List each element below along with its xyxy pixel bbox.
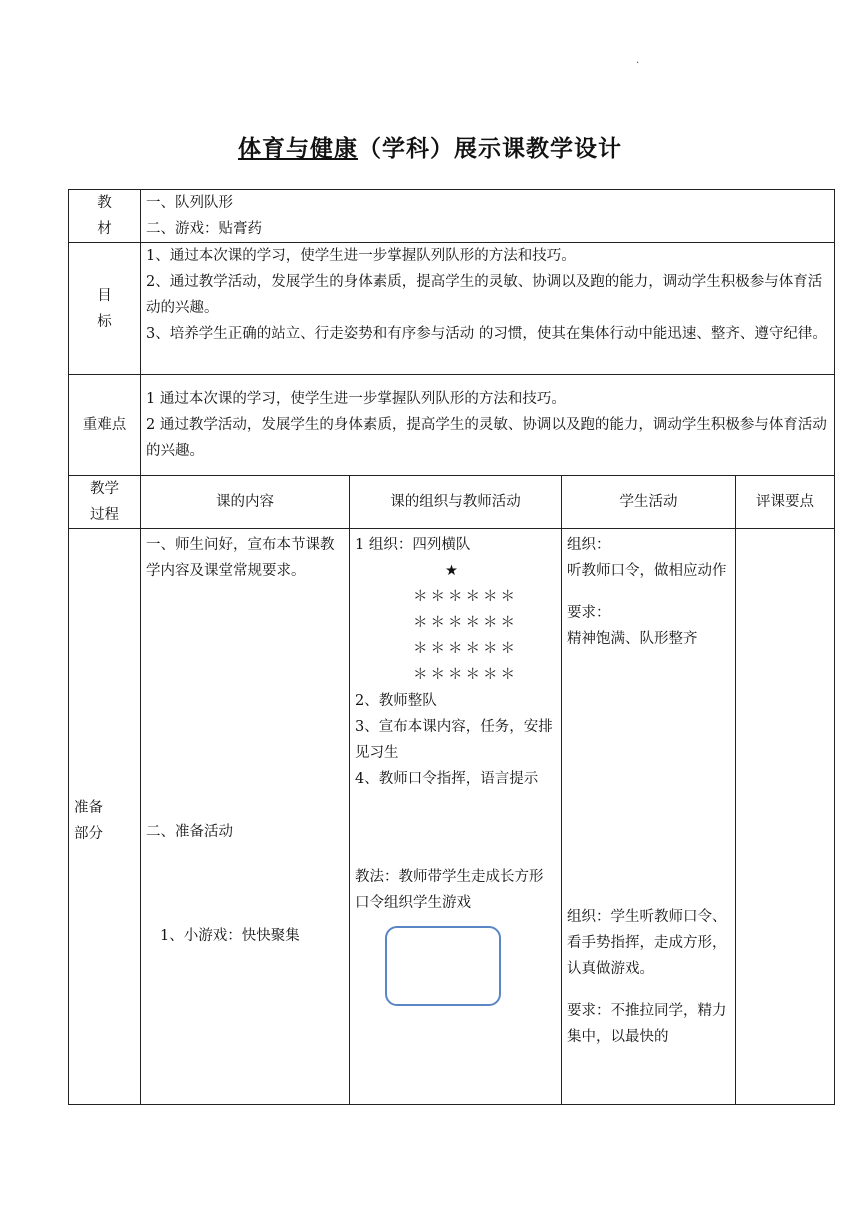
key-points-content <box>141 375 835 476</box>
material-line: 二、游戏：贴膏药 <box>146 221 262 237</box>
goal-line: 2、通过教学活动，发展学生的身体素质，提高学生的灵敏、协调以及跑的能力，调动学生积极参与体育活动的兴趣。 <box>146 274 823 316</box>
content-item: 1、小游戏：快快聚集 <box>160 928 300 944</box>
goals-row <box>69 243 835 375</box>
org-line: 3、宣布本课内容，任务，安排见习生 <box>355 719 553 761</box>
content-header: 课的内容 <box>141 476 350 529</box>
prep-student <box>562 529 736 1105</box>
review-header: 评课要点 <box>736 476 835 529</box>
header-mark: · <box>636 58 640 69</box>
prep-row <box>69 529 835 1105</box>
rectangle-formation-diagram <box>385 926 501 1006</box>
formation-row: ＊＊＊＊＊＊ <box>413 589 518 605</box>
prep-organization <box>350 529 562 1105</box>
formation-row: ＊＊＊＊＊＊ <box>413 667 518 683</box>
process-header-row <box>69 476 835 529</box>
org-line: 4、教师口令指挥，语言提示 <box>355 771 539 787</box>
organization-header: 课的组织与教师活动 <box>350 476 562 529</box>
title-rest: （学科）展示课教学设计 <box>358 136 622 162</box>
goal-line: 1、通过本次课的学习，使学生进一步掌握队列队形的方法和技巧。 <box>146 248 576 264</box>
org-method: 口令组织学生游戏 <box>355 895 471 911</box>
process-header: 教学 过程 <box>69 476 141 529</box>
content-item: 二、准备活动 <box>146 824 233 840</box>
formation-row: ＊＊＊＊＊＊ <box>413 615 518 631</box>
key-points-label: 重难点 <box>69 375 141 476</box>
org-line: 2、教师整队 <box>355 693 437 709</box>
org-line: 1 组织：四列横队 <box>355 537 471 553</box>
key-points-row <box>69 375 835 476</box>
student-org-label: 组织： <box>567 537 611 553</box>
goals-content <box>141 243 835 375</box>
material-content <box>141 190 835 243</box>
student-req2: 要求：不推拉同学，精力集中，以最快的 <box>567 1003 727 1045</box>
prep-label: 准备 部分 <box>69 529 141 1105</box>
student-req-label: 要求： <box>567 605 611 621</box>
formation-row: ＊＊＊＊＊＊ <box>413 641 518 657</box>
goal-line: 3、培养学生正确的站立、行走姿势和有序参与活动 的习惯，使其在集体行动中能迅速、整齐、遵守纪律。 <box>146 326 827 342</box>
title-subject: 体育与健康 <box>238 136 358 162</box>
page-title <box>0 130 860 163</box>
prep-review <box>736 529 835 1105</box>
student-header: 学生活动 <box>562 476 736 529</box>
teacher-star-icon: ★ <box>445 563 458 579</box>
prep-content <box>141 529 350 1105</box>
material-label: 教 材 <box>69 190 141 243</box>
student-org-text: 听教师口令，做相应动作 <box>567 563 727 579</box>
org-method: 教法：教师带学生走成长方形 <box>355 869 544 885</box>
goals-label: 目 标 <box>69 243 141 375</box>
material-row <box>69 190 835 243</box>
key-point-line: 1 通过本次课的学习，使学生进一步掌握队列队形的方法和技巧。 <box>146 391 566 407</box>
content-item: 一、师生问好，宣布本节课教学内容及课堂常规要求。 <box>146 537 335 579</box>
student-org2: 组织：学生听教师口令、看手势指挥，走成方形，认真做游戏。 <box>567 909 727 977</box>
lesson-plan-table <box>68 189 835 1105</box>
student-req-text: 精神饱满、队形整齐 <box>567 631 698 647</box>
key-point-line: 2 通过教学活动，发展学生的身体素质，提高学生的灵敏、协调以及跑的能力，调动学生积极参与体育活动的兴趣。 <box>146 417 827 459</box>
material-line: 一、队列队形 <box>146 195 233 211</box>
